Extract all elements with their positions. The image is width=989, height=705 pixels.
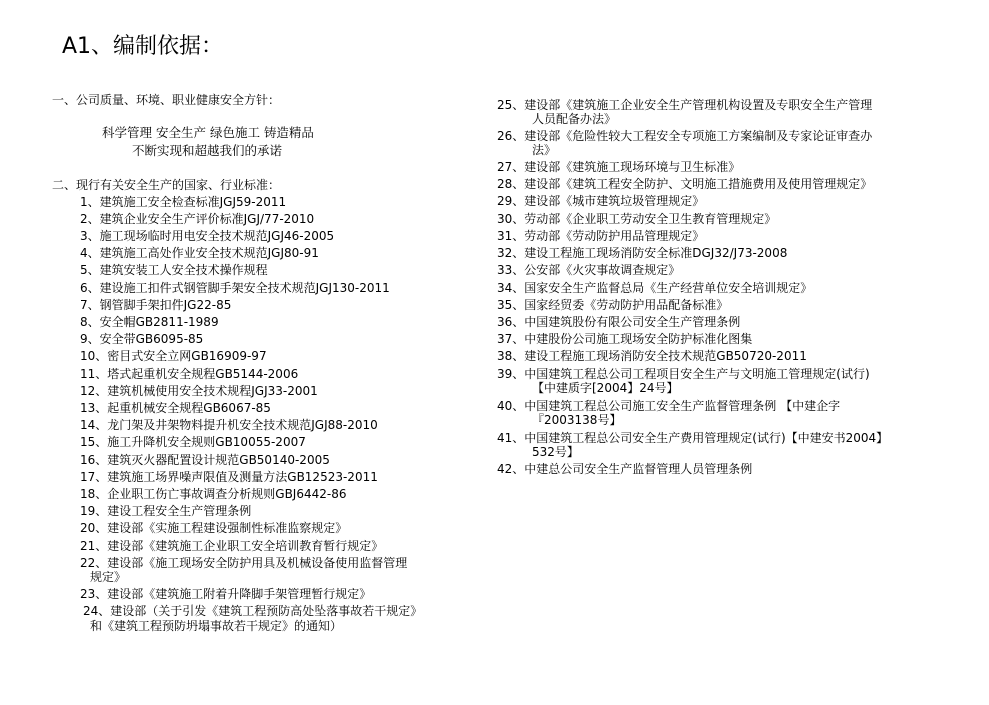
list-item: 24、建设部（关于引发《建筑工程预防高处坠落事故若干规定》 (83, 604, 423, 618)
list-item: 2、建筑企业安全生产评价标准JGJ/77-2010 (80, 212, 315, 226)
list-item: 27、建设部《建筑施工现场环境与卫生标准》 (497, 160, 741, 174)
list-item-continuation: 人员配备办法》 (532, 112, 617, 126)
list-item: 25、建设部《建筑施工企业安全生产管理机构设置及专职安全生产管理 (497, 98, 873, 112)
list-item: 7、钢管脚手架扣件JG22-85 (80, 298, 232, 312)
list-item: 41、中国建筑工程总公司安全生产费用管理规定(试行)【中建安书2004】 (497, 431, 889, 445)
list-item: 16、建筑灭火器配置设计规范GB50140-2005 (80, 453, 330, 467)
section-heading-policy: 一、公司质量、环境、职业健康安全方针： (52, 93, 281, 107)
list-item: 6、建设施工扣件式钢管脚手架安全技术规范JGJ130-2011 (80, 281, 390, 295)
list-item-continuation: 532号】 (532, 445, 579, 459)
list-item-continuation: 和《建筑工程预防坍塌事故若干规定》的通知） (90, 619, 343, 633)
page-title: A1、编制依据： (62, 34, 224, 59)
list-item-continuation: 法》 (532, 143, 557, 157)
list-item: 36、中国建筑股份有限公司安全生产管理条例 (497, 315, 741, 329)
list-item: 8、安全帽GB2811-1989 (80, 315, 219, 329)
list-item: 15、施工升降机安全规则GB10055-2007 (80, 435, 306, 449)
list-item: 1、建筑施工安全检查标准JGJ59-2011 (80, 195, 287, 209)
list-item-continuation: 『2003138号】 (532, 413, 622, 427)
list-item: 21、建设部《建筑施工企业职工安全培训教育暂行规定》 (80, 539, 384, 553)
list-item: 13、起重机械安全规程GB6067-85 (80, 401, 271, 415)
list-item: 23、建设部《建筑施工附着升降脚手架管理暂行规定》 (80, 587, 372, 601)
list-item: 38、建设工程施工现场消防安全技术规范GB50720-2011 (497, 349, 807, 363)
list-item: 40、中国建筑工程总公司施工安全生产监督管理条例 【中建企字 (497, 399, 841, 413)
list-item-continuation: 【中建质字[2004】24号】 (532, 381, 679, 395)
list-item: 9、安全带GB6095-85 (80, 332, 204, 346)
list-item: 32、建设工程施工现场消防安全标准DGJ32/J73-2008 (497, 246, 788, 260)
list-item: 19、建设工程安全生产管理条例 (80, 504, 252, 518)
policy-motto: 科学管理 安全生产 绿色施工 铸造精品 (102, 125, 314, 140)
list-item-continuation: 规定》 (90, 570, 127, 584)
list-item: 12、建筑机械使用安全技术规程JGJ33-2001 (80, 384, 318, 398)
list-item: 37、中建股份公司施工现场安全防护标准化图集 (497, 332, 753, 346)
list-item: 3、施工现场临时用电安全技术规范JGJ46-2005 (80, 229, 335, 243)
list-item: 10、密目式安全立网GB16909-97 (80, 349, 267, 363)
list-item: 35、国家经贸委《劳动防护用品配备标准》 (497, 298, 729, 312)
list-item: 4、建筑施工高处作业安全技术规范JGJ80-91 (80, 246, 319, 260)
list-item: 17、建筑施工场界噪声限值及测量方法GB12523-2011 (80, 470, 378, 484)
list-item: 11、塔式起重机安全规程GB5144-2006 (80, 367, 299, 381)
list-item: 18、企业职工伤亡事故调查分析规则GBJ6442-86 (80, 487, 347, 501)
list-item: 39、中国建筑工程总公司工程项目安全生产与文明施工管理规定(试行) (497, 367, 870, 381)
list-item: 14、龙门架及井架物料提升机安全技术规范JGJ88-2010 (80, 418, 378, 432)
list-item: 26、建设部《危险性较大工程安全专项施工方案编制及专家论证审查办 (497, 129, 873, 143)
list-item: 5、建筑安装工人安全技术操作规程 (80, 263, 268, 277)
list-item: 29、建设部《城市建筑垃圾管理规定》 (497, 194, 705, 208)
list-item: 33、公安部《火灾事故调查规定》 (497, 263, 681, 277)
list-item: 31、劳动部《劳动防护用品管理规定》 (497, 229, 705, 243)
list-item: 42、中建总公司安全生产监督管理人员管理条例 (497, 462, 753, 476)
section-heading-standards: 二、现行有关安全生产的国家、行业标准： (52, 178, 281, 192)
list-item: 28、建设部《建筑工程安全防护、文明施工措施费用及使用管理规定》 (497, 177, 873, 191)
list-item: 30、劳动部《企业职工劳动安全卫生教育管理规定》 (497, 212, 777, 226)
list-item: 22、建设部《施工现场安全防护用具及机械设备使用监督管理 (80, 556, 408, 570)
policy-promise: 不断实现和超越我们的承诺 (132, 143, 283, 158)
list-item: 34、国家安全生产监督总局《生产经营单位安全培训规定》 (497, 281, 813, 295)
list-item: 20、建设部《实施工程建设强制性标准监察规定》 (80, 521, 348, 535)
